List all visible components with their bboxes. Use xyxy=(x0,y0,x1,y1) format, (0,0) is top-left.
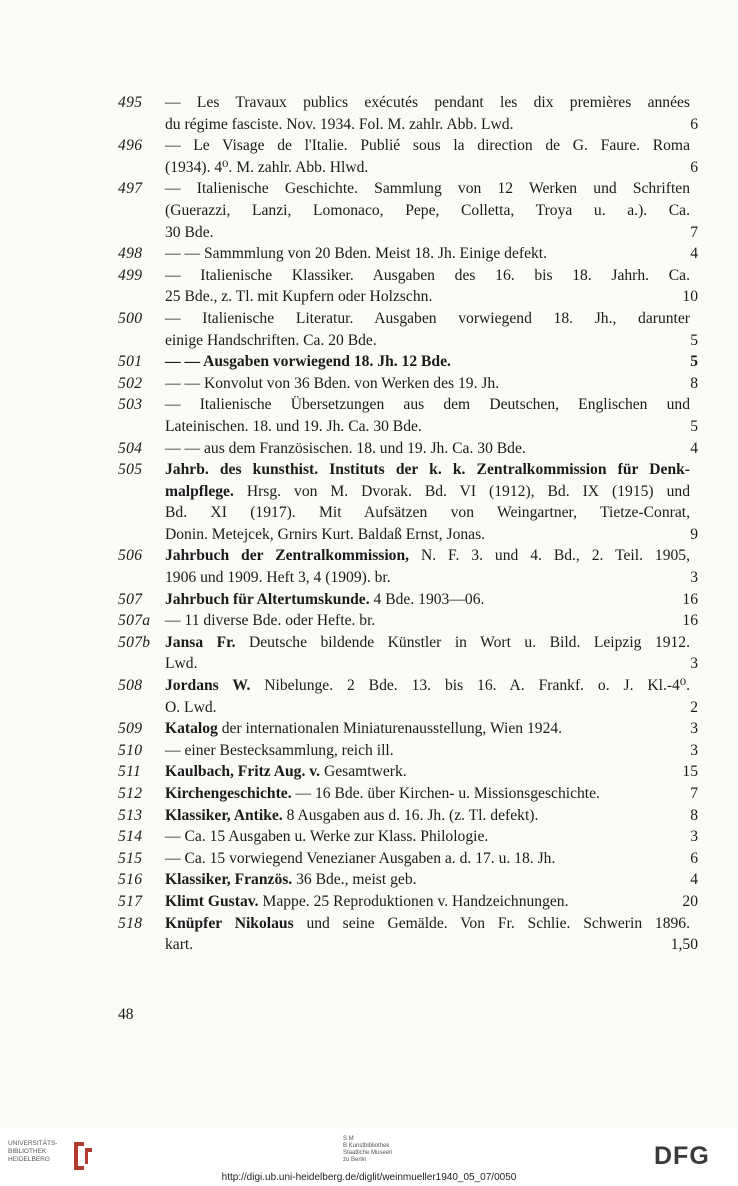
entry-price: 7 xyxy=(690,785,698,802)
entry-line xyxy=(165,610,698,632)
entry-description: N. F. 3. und 4. Bd., 2. Teil. 1905, xyxy=(409,547,691,565)
entry-description: — — Konvolut von 36 Bden. von Werken des 19. Jh. xyxy=(165,374,500,392)
smb-line: S M xyxy=(343,1136,354,1142)
entry-text xyxy=(165,438,698,460)
entry-number: 508 xyxy=(118,677,143,695)
entry-price: 5 xyxy=(690,331,698,349)
entry-line xyxy=(165,675,698,697)
entry-line xyxy=(165,481,698,503)
entry-description: einige Handschriften. Ca. 20 Bde. xyxy=(165,331,377,349)
entry-line-text xyxy=(165,243,547,265)
entry-text xyxy=(165,869,698,891)
entry-description: — Les Travaux publics exécutés pendant les dix premières années xyxy=(165,94,690,111)
entry-description: — Italienische Literatur. Ausgaben vorwiegend 18. Jh., darunter xyxy=(165,309,690,327)
entry-description: — Ca. 15 Ausgaben u. Werke zur Klass. Philologie. xyxy=(165,828,489,846)
entry-text xyxy=(165,783,698,805)
entry-number: 498 xyxy=(118,245,143,263)
entry-price: 2 xyxy=(690,698,698,716)
entry-line xyxy=(165,826,698,848)
entry-text xyxy=(165,351,698,373)
entry-line-text xyxy=(165,783,600,805)
entry-line-text xyxy=(165,697,217,719)
entry-line xyxy=(165,718,698,740)
library-logo[interactable] xyxy=(8,1140,98,1176)
entry-price xyxy=(690,308,698,330)
entry-number: 512 xyxy=(118,785,143,802)
entry-price xyxy=(690,632,698,654)
entry-line xyxy=(165,243,698,265)
entry-description: — Le Visage de l'Italie. Publié sous la direction de G. Faure. Roma xyxy=(165,137,690,155)
entry-line-text xyxy=(165,524,485,546)
entry-price: 4 xyxy=(690,439,698,457)
entry-description: — 11 diverse Bde. oder Hefte. br. xyxy=(165,612,376,630)
entry-price: 16 xyxy=(682,590,698,608)
entry-price xyxy=(690,675,698,697)
entry-heading: Klassiker, Französ. xyxy=(165,871,293,889)
entry-number: 503 xyxy=(118,396,143,414)
smb-line: B Kunstbibliothek xyxy=(343,1143,390,1149)
entry-price xyxy=(690,459,698,481)
entry-description: — Italienische Übersetzungen aus dem Deutschen, Englischen und xyxy=(165,396,690,414)
entry-line xyxy=(165,438,698,460)
entry-line xyxy=(165,524,698,546)
entry-line xyxy=(165,394,698,416)
entry-number: 518 xyxy=(118,914,143,932)
catalog-entry xyxy=(118,869,698,891)
entry-description: der internationalen Miniaturenausstellung, Wien 1924. xyxy=(217,720,563,738)
entry-description: Deutsche bildende Künstler in Wort u. Bild. Leipzig 1912. xyxy=(235,633,691,651)
entry-description: 30 Bde. xyxy=(165,223,214,241)
entry-description: kart. xyxy=(165,936,194,954)
entry-price xyxy=(690,545,698,567)
entry-line-text xyxy=(165,200,690,222)
entry-line xyxy=(165,783,698,805)
entry-price xyxy=(690,502,698,524)
entry-number: 514 xyxy=(118,828,143,846)
entry-text xyxy=(165,459,698,545)
entry-price: 4 xyxy=(690,871,698,889)
entry-heading: Jahrbuch für Altertumskunde. xyxy=(165,590,370,608)
entry-line xyxy=(165,265,698,287)
entry-price: 8 xyxy=(690,806,698,824)
entry-line-text xyxy=(165,567,391,589)
entry-price: 3 xyxy=(690,741,698,759)
entry-price xyxy=(690,178,698,200)
entry-line xyxy=(165,761,698,783)
catalog-entry xyxy=(118,783,698,805)
entry-line-text xyxy=(165,459,690,481)
entry-text xyxy=(165,308,698,351)
library-emblem-icon xyxy=(70,1140,94,1172)
entry-price: 5 xyxy=(690,417,698,435)
entry-price xyxy=(690,135,698,157)
entry-text xyxy=(165,826,698,848)
entry-price: 15 xyxy=(682,763,698,781)
entry-heading: Jahrb. des kunsthist. Instituts der k. k. Zentralkommission für Denk- xyxy=(165,461,690,479)
entry-line-text xyxy=(165,286,432,308)
entry-line xyxy=(165,848,698,870)
catalog-entry xyxy=(118,438,698,460)
entry-number: 507a xyxy=(118,612,151,630)
entry-line-text xyxy=(165,589,484,611)
smb-logo[interactable] xyxy=(343,1136,392,1164)
entry-description: (1934). 4⁰. M. zahlr. Abb. Hlwd. xyxy=(165,158,369,176)
source-url[interactable]: http://digi.ub.uni-heidelberg.de/diglit/weinmueller1940_05_07/0050 xyxy=(221,1172,517,1183)
entry-price xyxy=(690,913,698,935)
entry-text xyxy=(165,265,698,308)
entry-number: 504 xyxy=(118,439,143,457)
catalog-entry xyxy=(118,135,698,178)
catalog-entry xyxy=(118,632,698,675)
entry-description: 36 Bde., meist geb. xyxy=(292,871,417,889)
entry-line-text xyxy=(165,891,569,913)
entry-number: 515 xyxy=(118,849,143,867)
entry-text xyxy=(165,373,698,395)
entry-price: 6 xyxy=(690,849,698,867)
entry-line xyxy=(165,740,698,762)
entry-price: 5 xyxy=(690,353,698,371)
entry-line xyxy=(165,351,698,373)
entry-number: 502 xyxy=(118,374,143,392)
entry-price: 6 xyxy=(690,158,698,176)
entry-text xyxy=(165,610,698,632)
catalog-entry xyxy=(118,913,698,956)
entry-line xyxy=(165,200,698,222)
entry-description: 25 Bde., z. Tl. mit Kupfern oder Holzschn. xyxy=(165,288,433,306)
entry-line xyxy=(165,632,698,654)
catalog-entry xyxy=(118,805,698,827)
entry-text xyxy=(165,545,698,588)
entry-description: Mappe. 25 Reproduktionen v. Handzeichnungen. xyxy=(258,892,569,910)
entry-number: 510 xyxy=(118,741,143,759)
entry-line-text xyxy=(165,114,514,136)
library-name-line: UNIVERSITÄTS- xyxy=(8,1140,58,1147)
dfg-logo[interactable]: DFG xyxy=(654,1142,710,1170)
entry-description: 4 Bde. 1903—06. xyxy=(369,590,485,608)
entry-description: Bd. XI (1917). Mit Aufsätzen von Weingartner, Tietze-Conrat, xyxy=(165,504,690,522)
entry-line-text xyxy=(165,481,690,503)
entry-line-text xyxy=(165,265,690,287)
entry-description: — — Ausgaben vorwiegend 18. Jh. 12 Bde. xyxy=(165,353,451,371)
catalog-entry xyxy=(118,740,698,762)
entry-line-text xyxy=(165,178,690,200)
entry-price: 10 xyxy=(682,288,698,306)
entry-line-text xyxy=(165,502,690,524)
catalog-entry xyxy=(118,589,698,611)
entry-description: 8 Ausgaben aus d. 16. Jh. (z. Tl. defekt). xyxy=(282,806,539,824)
entry-text xyxy=(165,761,698,783)
entry-price: 20 xyxy=(682,892,698,910)
entry-number: 517 xyxy=(118,892,143,910)
entry-line xyxy=(165,92,698,114)
catalog-entry xyxy=(118,243,698,265)
entry-text xyxy=(165,394,698,437)
catalog-entry xyxy=(118,610,698,632)
entry-description: Gesamtwerk. xyxy=(320,763,407,781)
entry-line-text xyxy=(165,222,214,244)
entry-text xyxy=(165,632,698,675)
entry-line xyxy=(165,869,698,891)
entry-line-text xyxy=(165,438,526,460)
entry-heading: Klimt Gustav. xyxy=(165,892,259,910)
entry-line xyxy=(165,286,698,308)
entry-line-text xyxy=(165,135,690,157)
entry-text xyxy=(165,178,698,243)
entry-price: 8 xyxy=(690,374,698,392)
entry-line xyxy=(165,805,698,827)
entry-line xyxy=(165,178,698,200)
entry-line-text xyxy=(165,308,690,330)
entry-line xyxy=(165,373,698,395)
entry-line-text xyxy=(165,610,375,632)
smb-line: zu Berlin xyxy=(343,1157,367,1163)
page-number: 48 xyxy=(118,1006,134,1023)
catalog-entry xyxy=(118,675,698,718)
entry-number: 497 xyxy=(118,180,143,198)
entry-description: — Italienische Geschichte. Sammlung von 12 Werken und Schriften xyxy=(165,180,690,198)
entry-line-text xyxy=(165,718,562,740)
entry-line-text xyxy=(165,373,499,395)
entry-description: (Guerazzi, Lanzi, Lomonaco, Pepe, Colletta, Troya u. a.). Ca. xyxy=(165,201,690,219)
entry-price xyxy=(690,265,698,287)
entry-number: 506 xyxy=(118,547,143,565)
entry-line xyxy=(165,330,698,352)
entry-line-text xyxy=(165,351,451,373)
entry-line-text xyxy=(165,653,197,675)
entry-heading: Jordans W. xyxy=(165,677,251,695)
entry-number: 505 xyxy=(118,461,143,479)
entry-text xyxy=(165,243,698,265)
entry-line xyxy=(165,697,698,719)
entry-heading: Katalog xyxy=(165,720,218,738)
entry-number: 495 xyxy=(118,94,143,111)
entry-text xyxy=(165,913,698,956)
entry-description: — — aus dem Französischen. 18. und 19. Jh. Ca. 30 Bde. xyxy=(165,439,526,457)
entry-line-text xyxy=(165,394,690,416)
entry-description: Nibelunge. 2 Bde. 13. bis 16. A. Frankf. o. J. Kl.-4⁰. xyxy=(250,677,690,695)
entry-description: — 16 Bde. über Kirchen- u. Missionsgeschichte. xyxy=(291,785,600,802)
entry-line xyxy=(165,934,698,956)
entry-line-text xyxy=(165,416,422,438)
library-name-line: HEIDELBERG xyxy=(8,1156,50,1163)
catalog-entry xyxy=(118,351,698,373)
entry-price: 9 xyxy=(690,525,698,543)
entry-price: 4 xyxy=(690,245,698,263)
entry-price: 3 xyxy=(690,720,698,738)
entry-description: Lwd. xyxy=(165,655,198,673)
catalog-entry xyxy=(118,394,698,437)
entry-number: 509 xyxy=(118,720,143,738)
entry-price xyxy=(690,481,698,503)
entry-line xyxy=(165,913,698,935)
library-name-line: BIBLIOTHEK xyxy=(8,1148,47,1155)
entry-description: Donin. Metejcek, Grnirs Kurt. Baldaß Ernst, Jonas. xyxy=(165,525,486,543)
entry-heading: malpflege. xyxy=(165,482,234,500)
entry-number: 507b xyxy=(118,633,151,651)
entry-heading: Klassiker, Antike. xyxy=(165,806,283,824)
entry-line xyxy=(165,416,698,438)
entry-price: 3 xyxy=(690,569,698,587)
entry-text xyxy=(165,92,698,135)
entry-line-text xyxy=(165,632,690,654)
entry-heading: Kirchengeschichte. xyxy=(165,785,292,802)
entry-description: Lateinischen. 18. und 19. Jh. Ca. 30 Bde. xyxy=(165,417,422,435)
catalog-entry xyxy=(118,373,698,395)
entry-description: — Ca. 15 vorwiegend Venezianer Ausgaben a. d. 17. u. 18. Jh. xyxy=(165,849,556,867)
entry-line xyxy=(165,222,698,244)
entry-description: Hrsg. von M. Dvorak. Bd. VI (1912), Bd. IX (1915) und xyxy=(233,482,690,500)
entry-price xyxy=(690,200,698,222)
entry-price: 1,50 xyxy=(670,936,698,954)
entry-line xyxy=(165,135,698,157)
catalog-entry xyxy=(118,459,698,545)
catalog-entry xyxy=(118,891,698,913)
entry-text xyxy=(165,589,698,611)
catalog-entry xyxy=(118,178,698,243)
catalog-entry xyxy=(118,718,698,740)
entry-line-text xyxy=(165,740,394,762)
entry-number: 513 xyxy=(118,806,143,824)
entry-text xyxy=(165,740,698,762)
entry-line-text xyxy=(165,545,690,567)
entry-price xyxy=(690,92,698,114)
entry-number: 516 xyxy=(118,871,143,889)
entry-line xyxy=(165,589,698,611)
entry-line-text xyxy=(165,826,488,848)
entry-number: 507 xyxy=(118,590,143,608)
entry-heading: Jahrbuch der Zentralkommission, xyxy=(165,547,410,565)
entry-number: 496 xyxy=(118,137,143,155)
footer xyxy=(0,1128,738,1186)
entry-text xyxy=(165,805,698,827)
entry-line-text xyxy=(165,805,538,827)
entry-heading: Knüpfer Nikolaus xyxy=(165,914,294,932)
entry-text xyxy=(165,848,698,870)
entry-line xyxy=(165,459,698,481)
catalog-entry xyxy=(118,265,698,308)
entry-price xyxy=(690,394,698,416)
entry-price: 3 xyxy=(690,655,698,673)
entry-line xyxy=(165,157,698,179)
entry-line-text xyxy=(165,92,690,114)
entry-line xyxy=(165,308,698,330)
catalog-entry xyxy=(118,761,698,783)
entry-line-text xyxy=(165,913,690,935)
catalog-entry xyxy=(118,545,698,588)
entry-line-text xyxy=(165,675,690,697)
entry-price: 16 xyxy=(682,612,698,630)
entry-heading: Kaulbach, Fritz Aug. v. xyxy=(165,763,321,781)
entry-number: 511 xyxy=(118,763,142,781)
catalog-entry xyxy=(118,308,698,351)
entry-line xyxy=(165,114,698,136)
entry-line-text xyxy=(165,761,407,783)
entry-line-text xyxy=(165,869,417,891)
entry-line xyxy=(165,545,698,567)
catalog-entry xyxy=(118,848,698,870)
smb-line: Staatliche Museen xyxy=(343,1150,393,1156)
entry-description: 1906 und 1909. Heft 3, 4 (1909). br. xyxy=(165,569,391,587)
entry-price: 6 xyxy=(690,115,698,133)
entry-description: — einer Bestecksammlung, reich ill. xyxy=(165,741,394,759)
catalog-entry xyxy=(118,92,698,135)
entry-line-text xyxy=(165,934,193,956)
entry-number: 500 xyxy=(118,309,143,327)
entry-number: 499 xyxy=(118,266,143,284)
entry-line xyxy=(165,653,698,675)
entry-line xyxy=(165,502,698,524)
entry-description: — Italienische Klassiker. Ausgaben des 16. bis 18. Jahrh. Ca. xyxy=(165,266,690,284)
entry-price: 7 xyxy=(690,223,698,241)
entry-text xyxy=(165,718,698,740)
entry-line xyxy=(165,567,698,589)
entry-text xyxy=(165,135,698,178)
entry-text xyxy=(165,675,698,718)
entry-number: 501 xyxy=(118,353,143,371)
entry-description: und seine Gemälde. Von Fr. Schlie. Schwerin 1896. xyxy=(293,914,690,932)
entry-description: — — Sammmlung von 20 Bden. Meist 18. Jh. Einige defekt. xyxy=(165,245,548,263)
entry-line-text xyxy=(165,330,377,352)
entry-price: 3 xyxy=(690,828,698,846)
entry-line xyxy=(165,891,698,913)
catalog-entry xyxy=(118,826,698,848)
entry-line-text xyxy=(165,848,555,870)
catalog-entries xyxy=(118,92,698,956)
entry-description: O. Lwd. xyxy=(165,698,217,716)
entry-line-text xyxy=(165,157,368,179)
entry-text xyxy=(165,891,698,913)
entry-description: du régime fasciste. Nov. 1934. Fol. M. zahlr. Abb. Lwd. xyxy=(165,115,514,133)
entry-heading: Jansa Fr. xyxy=(165,633,236,651)
